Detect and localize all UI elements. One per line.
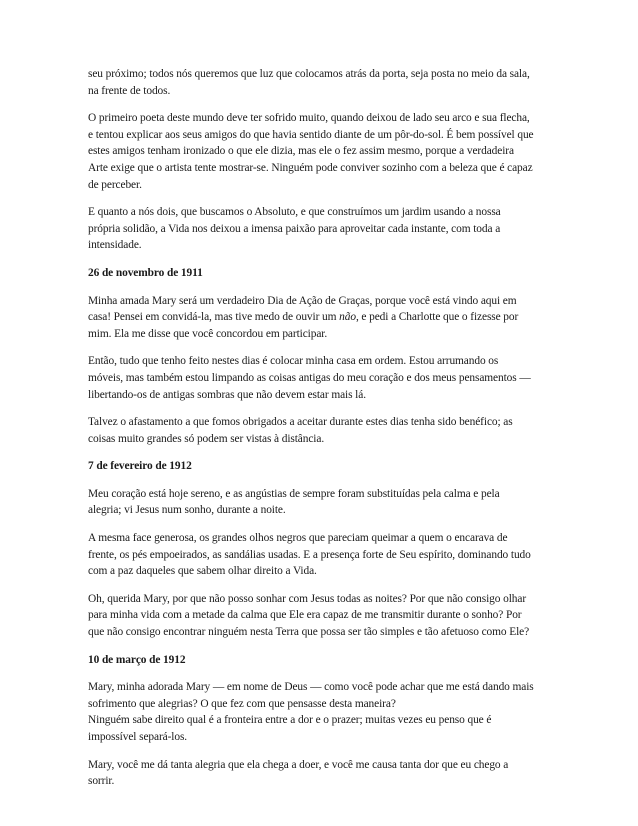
letter-paragraph: [88, 591, 562, 641]
text-line: frente, os pés empoeirados, as sandálias usadas. E a presença forte de Seu espírito, dominando tudo: [88, 548, 531, 561]
text-line: [88, 309, 562, 326]
letter-paragraph: [88, 679, 562, 745]
text-line: na frente de todos.: [88, 84, 171, 97]
letter-paragraph: [88, 110, 562, 193]
text-line: O primeiro poeta deste mundo deve ter sofrido muito, quando deixou de lado seu arco e sua flecha,: [88, 112, 530, 125]
letter-paragraph: [88, 353, 562, 403]
entry-date-heading: 10 de março de 1912: [88, 653, 186, 666]
text-line: para minha vida com a metade da calma que Ele era capaz de me transmitir durante o sonho? Por: [88, 609, 522, 622]
text-line: mim. Ela me disse que você concordou em participar.: [88, 327, 328, 340]
text-line: E quanto a nós dois, que buscamos o Absoluto, e que construímos um jardim usando a nossa: [88, 206, 501, 219]
letter-paragraph: [88, 293, 562, 343]
text-line: que não consigo encontrar ninguém nesta Terra que possa ser tão simples e tão afetuoso como Ele?: [88, 626, 530, 639]
text-line: sofrimento que alegrias? O que fez com que pensasse desta maneira?: [88, 697, 396, 710]
text-line: Mary, minha adorada Mary — em nome de Deus — como você pode achar que me está dando mais: [88, 681, 534, 694]
text-line: Oh, querida Mary, por que não posso sonhar com Jesus todas as noites? Por que não consigo olhar: [88, 592, 527, 605]
text-line: com a paz daqueles que sabem olhar direito a Vida.: [88, 565, 317, 578]
text-line: de perceber.: [88, 178, 142, 191]
text-line: Mary, você me dá tanta alegria que ela chega a doer, e você me causa tanta dor que eu chego a: [88, 758, 509, 771]
letter-paragraph: [88, 204, 562, 254]
text-line: Ninguém sabe direito qual é a fronteira entre a dor e o prazer; muitas vezes eu penso que é: [88, 714, 492, 727]
letter-paragraph: [88, 530, 562, 580]
text-line: Arte exige que o artista tente mostrar-se. Ninguém pode conviver sozinho com a beleza que é capaz: [88, 161, 533, 174]
text-segment: , e pedi a Charlotte que o fizesse por: [355, 311, 519, 324]
text-line: móveis, mas também estou limpando as coisas antigas do meu coração e dos meus pensamentos —: [88, 371, 531, 384]
text-line: Então, tudo que tenho feito nestes dias é colocar minha casa em ordem. Estou arrumando os: [88, 355, 499, 368]
emphasized-word: não: [339, 311, 356, 324]
text-line: sorrir.: [88, 775, 115, 788]
text-line: seu próximo; todos nós queremos que luz que colocamos atrás da porta, seja posta no meio da sala,: [88, 68, 530, 80]
text-line: impossível separá-los.: [88, 731, 188, 743]
text-line: estes amigos tenham ironizado o que ele dizia, mas ele o fez assim mesmo, porque a verdadeira: [88, 145, 514, 158]
text-line: Minha amada Mary será um verdadeiro Dia de Ação de Graças, porque você está vindo aqui em: [88, 294, 517, 307]
text-line: Talvez o afastamento a que fomos obrigados a aceitar durante estes dias tenha sido benéfico; as: [88, 416, 513, 429]
text-line: libertando-os de antigas sombras que não devem estar mais lá.: [88, 388, 366, 401]
text-line: A mesma face generosa, os grandes olhos negros que pareciam queimar a quem o encarava de: [88, 532, 508, 545]
text-line: coisas muito grandes só podem ser vistas à distância.: [88, 432, 325, 445]
letter-paragraph: [88, 66, 562, 99]
letter-paragraph: [88, 414, 562, 447]
text-segment: casa! Pensei em convidá-la, mas tive medo de ouvir um: [88, 311, 340, 324]
text-line: própria solidão, a Vida nos deixou a imensa paixão para aproveitar cada instante, com toda a: [88, 222, 501, 235]
text-line: intensidade.: [88, 239, 142, 252]
entry-date-heading: 26 de novembro de 1911: [88, 266, 203, 279]
text-line: e tentou explicar aos seus amigos do que havia sentido diante de um pôr-do-sol. É bem possível que: [88, 128, 534, 141]
document-page: [88, 66, 562, 801]
entry-date-heading: 7 de fevereiro de 1912: [88, 460, 192, 473]
letter-paragraph: [88, 757, 562, 790]
text-line: Meu coração está hoje sereno, e as angústias de sempre foram substituídas pela calma e pela: [88, 487, 500, 500]
text-line: alegria; vi Jesus num sonho, durante a noite.: [88, 504, 286, 517]
letter-paragraph: [88, 486, 562, 519]
